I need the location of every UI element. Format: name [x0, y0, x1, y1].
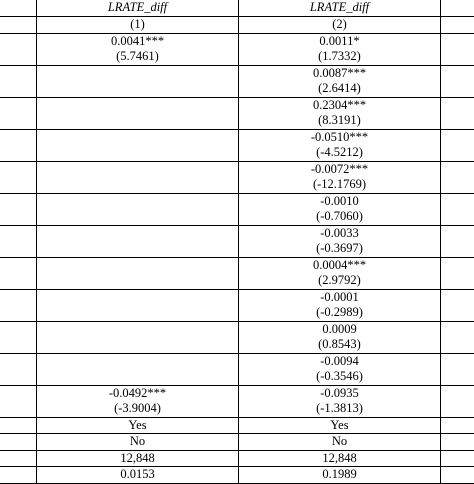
col1-number: (1): [37, 16, 239, 33]
footer-row: [0, 467, 474, 484]
extra-cell: [441, 353, 474, 385]
table-row: [0, 129, 474, 161]
row-label-cell: [0, 16, 37, 33]
col1-cell: [37, 129, 239, 161]
col1-value: 12,848: [37, 450, 239, 467]
footer-row: [0, 434, 474, 451]
col1-cell: [37, 225, 239, 257]
col2-tstat: (8.3191): [239, 113, 440, 129]
extra-cell: [441, 225, 474, 257]
col2-depvar: LRATE_diff: [239, 0, 441, 16]
extra-cell: [441, 161, 474, 193]
row-label-cell: [0, 289, 37, 321]
col2-cell: [239, 33, 441, 65]
col1-coef: -0.0492***: [37, 386, 238, 402]
col2-coef: 0.0087***: [239, 66, 440, 82]
header-number-row: [0, 16, 474, 33]
extra-cell: [441, 257, 474, 289]
row-label-cell: [0, 450, 37, 467]
footer-row: [0, 450, 474, 467]
col1-cell: [37, 257, 239, 289]
row-label-cell: [0, 434, 37, 451]
col2-tstat: (1.7332): [239, 49, 440, 65]
col2-cell: [239, 97, 441, 129]
col2-value: No: [239, 434, 441, 451]
col2-coef: 0.0011*: [239, 34, 440, 50]
col2-cell: [239, 129, 441, 161]
extra-cell: [441, 33, 474, 65]
col2-tstat: (-0.3546): [239, 369, 440, 385]
col2-cell: [239, 161, 441, 193]
col2-cell: [239, 257, 441, 289]
col2-coef: -0.0001: [239, 290, 440, 306]
col2-tstat: (-12.1769): [239, 177, 440, 193]
extra-cell: [441, 467, 474, 484]
col2-cell: [239, 65, 441, 97]
row-label-cell: [0, 97, 37, 129]
col2-cell: [239, 289, 441, 321]
extra-cell: [441, 65, 474, 97]
col1-depvar: LRATE_diff: [37, 0, 239, 16]
col2-value: 12,848: [239, 450, 441, 467]
col1-cell: [37, 385, 239, 417]
col2-cell: [239, 353, 441, 385]
col2-value: 0.1989: [239, 467, 441, 484]
col1-cell: [37, 193, 239, 225]
table-row: [0, 257, 474, 289]
col1-cell: [37, 33, 239, 65]
row-label-cell: [0, 321, 37, 353]
header-depvar-row: [0, 0, 474, 16]
col2-cell: [239, 225, 441, 257]
table-row: [0, 225, 474, 257]
row-label-cell: [0, 193, 37, 225]
row-label-cell: [0, 65, 37, 97]
col1-value: Yes: [37, 417, 239, 434]
col1-cell: [37, 353, 239, 385]
extra-cell: [441, 417, 474, 434]
row-label-cell: [0, 161, 37, 193]
extra-cell: [441, 321, 474, 353]
col2-tstat: (-0.3697): [239, 241, 440, 257]
col2-tstat: (-0.7060): [239, 209, 440, 225]
col2-tstat: (-4.5212): [239, 145, 440, 161]
col2-coef: -0.0510***: [239, 130, 440, 146]
row-label-cell: [0, 257, 37, 289]
table-row: [0, 65, 474, 97]
extra-cell: [441, 450, 474, 467]
extra-cell: [441, 193, 474, 225]
col1-cell: [37, 161, 239, 193]
table-row: [0, 289, 474, 321]
col2-coef: -0.0072***: [239, 162, 440, 178]
table-row: [0, 97, 474, 129]
col2-cell: [239, 321, 441, 353]
row-label-cell: [0, 353, 37, 385]
col2-tstat: (0.8543): [239, 337, 440, 353]
col1-cell: [37, 321, 239, 353]
col1-value: No: [37, 434, 239, 451]
coefficient-rows: [0, 33, 474, 417]
row-label-cell: [0, 467, 37, 484]
col1-cell: [37, 65, 239, 97]
row-label-cell: [0, 129, 37, 161]
extra-cell: [441, 16, 474, 33]
extra-cell: [441, 434, 474, 451]
col2-cell: [239, 193, 441, 225]
table-row: [0, 161, 474, 193]
extra-cell: [441, 97, 474, 129]
row-label-cell: [0, 385, 37, 417]
col1-coef: 0.0041***: [37, 34, 238, 50]
footer-rows: [0, 417, 474, 483]
col2-coef: -0.0033: [239, 226, 440, 242]
col2-coef: 0.2304***: [239, 98, 440, 114]
table-row: [0, 33, 474, 65]
table-row: [0, 385, 474, 417]
col2-coef: 0.0004***: [239, 258, 440, 274]
col2-coef: -0.0094: [239, 354, 440, 370]
row-label-cell: [0, 33, 37, 65]
row-label-cell: [0, 0, 37, 16]
col1-cell: [37, 97, 239, 129]
col2-tstat: (2.6414): [239, 81, 440, 97]
row-label-cell: [0, 417, 37, 434]
col2-tstat: (2.9792): [239, 273, 440, 289]
col2-tstat: (-0.2989): [239, 305, 440, 321]
col2-value: Yes: [239, 417, 441, 434]
col1-tstat: (-3.9004): [37, 401, 238, 417]
table-row: [0, 353, 474, 385]
table-row: [0, 193, 474, 225]
col2-cell: [239, 385, 441, 417]
extra-cell: [441, 289, 474, 321]
col1-value: 0.0153: [37, 467, 239, 484]
extra-cell: [441, 385, 474, 417]
col2-number: (2): [239, 16, 441, 33]
col2-coef: 0.0009: [239, 322, 440, 338]
col2-coef: -0.0935: [239, 386, 440, 402]
footer-row: [0, 417, 474, 434]
col2-tstat: (-1.3813): [239, 401, 440, 417]
col1-tstat: (5.7461): [37, 49, 238, 65]
extra-cell: [441, 129, 474, 161]
extra-cell: [441, 0, 474, 16]
col1-cell: [37, 289, 239, 321]
table-row: [0, 321, 474, 353]
row-label-cell: [0, 225, 37, 257]
col2-coef: -0.0010: [239, 194, 440, 210]
